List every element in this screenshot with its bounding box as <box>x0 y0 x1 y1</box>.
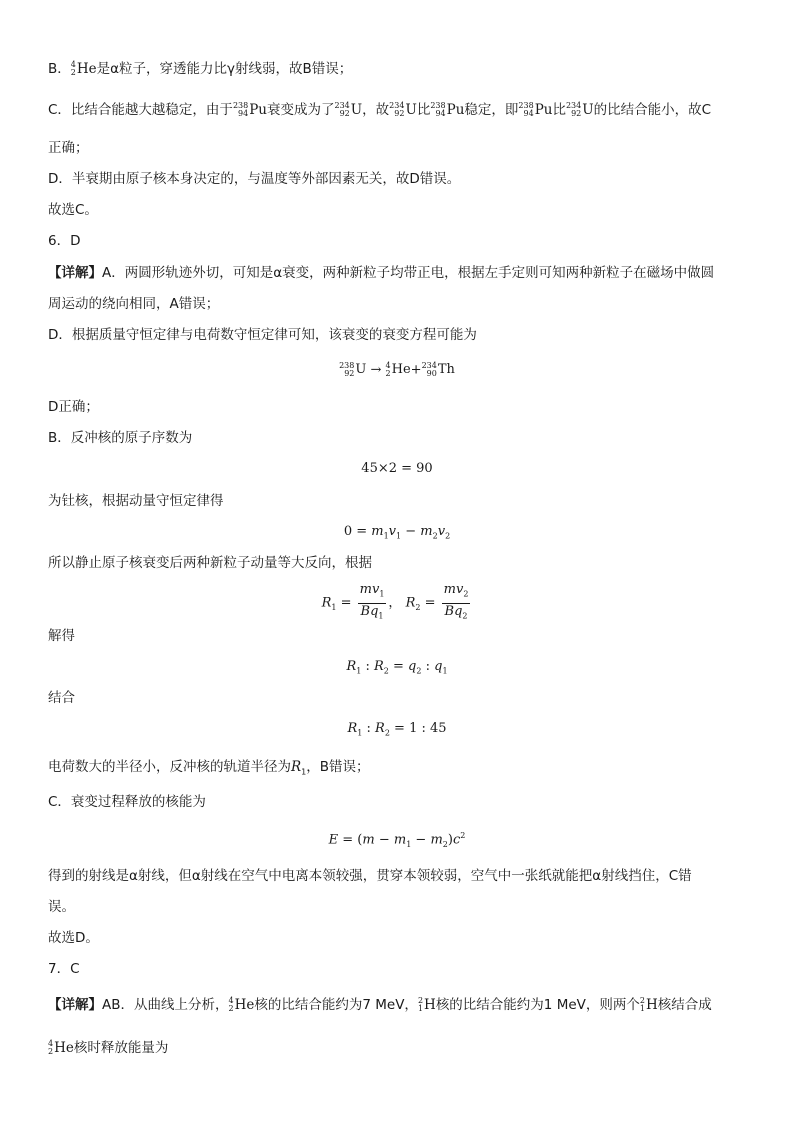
text-line: 结合 <box>48 690 75 706</box>
text-line: C．衰变过程释放的核能为 <box>48 794 206 810</box>
option-d-line: D．半衰期由原子核本身决定的，与温度等外部因素无关，故D错误。 <box>48 171 461 187</box>
nuclide-plutonium: 238 94 Pu <box>232 100 267 118</box>
question-number: 6．D <box>48 233 81 249</box>
decay-equation: 238 92 U → 4 2 He + 234 90 Th <box>339 360 455 378</box>
nuclide-uranium: 234 92 U <box>565 100 594 118</box>
explanation-line: 【详解】A．两圆形轨迹外切，可知是α衰变，两种新粒子均带正电，根据左手定则可知两种新粒子在磁场中做圆 <box>48 265 715 281</box>
option-b-line: B． 4 2 He 是α粒子，穿透能力比γ射线弱，故B错误； <box>48 59 353 77</box>
explanation-line: 【详解】AB．从曲线上分析， 4 2 He 核的比结合能约为7 MeV， 2 1 H 核的比结合能约为1 MeV，则两个 2 1 H 核结合成 <box>48 995 712 1013</box>
nuclide-helium: 4 2 He <box>70 59 97 77</box>
text-line: 电荷数大的半径小，反冲核的轨道半径为$R_1$，B错误； <box>48 759 370 777</box>
equation-radius: $R_1$ = $\frac{mv_1}{Bq_1}$ ， $R_2$ = $\frac{mv_2}{Bq_2}$ <box>321 582 469 621</box>
text-line: 周运动的绕向相同，A错误； <box>48 296 220 312</box>
text-line: 解得 <box>48 628 75 644</box>
equation-atomic-number: 45×2 = 90 <box>361 461 433 476</box>
nuclide-uranium: 234 92 U <box>389 100 417 118</box>
text-line: 所以静止原子核衰变后两种新粒子动量等大反向，根据 <box>48 555 372 571</box>
text-line: 4 2 He 核时释放能量为 <box>48 1038 169 1056</box>
nuclide-plutonium: 238 94 Pu <box>430 100 465 118</box>
nuclide-plutonium: 238 94 Pu <box>518 100 553 118</box>
nuclide-uranium: 234 92 U <box>334 100 363 118</box>
text-line: 误。 <box>48 899 75 915</box>
equation-energy: $E = (m - m_1 - m_2)c^2$ <box>328 831 466 849</box>
text-line: D正确； <box>48 399 99 415</box>
text-line: B．反冲核的原子序数为 <box>48 430 193 446</box>
text-line: 正确； <box>48 140 89 156</box>
text-line: D．根据质量守恒定律与电荷数守恒定律可知，该衰变的衰变方程可能为 <box>48 327 477 343</box>
text-line: 为钍核，根据动量守恒定律得 <box>48 493 224 509</box>
text-line: 得到的射线是α射线，但α射线在空气中电离本领较强，贯穿本领较弱，空气中一张纸就能把α射线挡住，C错 <box>48 868 692 884</box>
option-c-line: C．比结合能越大越稳定，由于 238 94 Pu 衰变成为了 234 92 U ，故 234 92 U 比 238 94 Pu 稳定，即 238 94 Pu 比 234 92 U 的比结合能小，故C <box>48 100 712 118</box>
equation-radius-result: $R_1$ : $R_2 = 1$ : 45 <box>347 721 447 738</box>
equation-momentum: $0 = m_1v_1 - m_2v_2$ <box>343 524 451 541</box>
conclusion-line: 故选C。 <box>48 202 98 218</box>
conclusion-line: 故选D。 <box>48 930 99 946</box>
equation-radius-ratio: $R_1$ : $R_2 = q_2$ : $q_1$ <box>346 659 448 676</box>
question-number: 7．C <box>48 961 80 977</box>
